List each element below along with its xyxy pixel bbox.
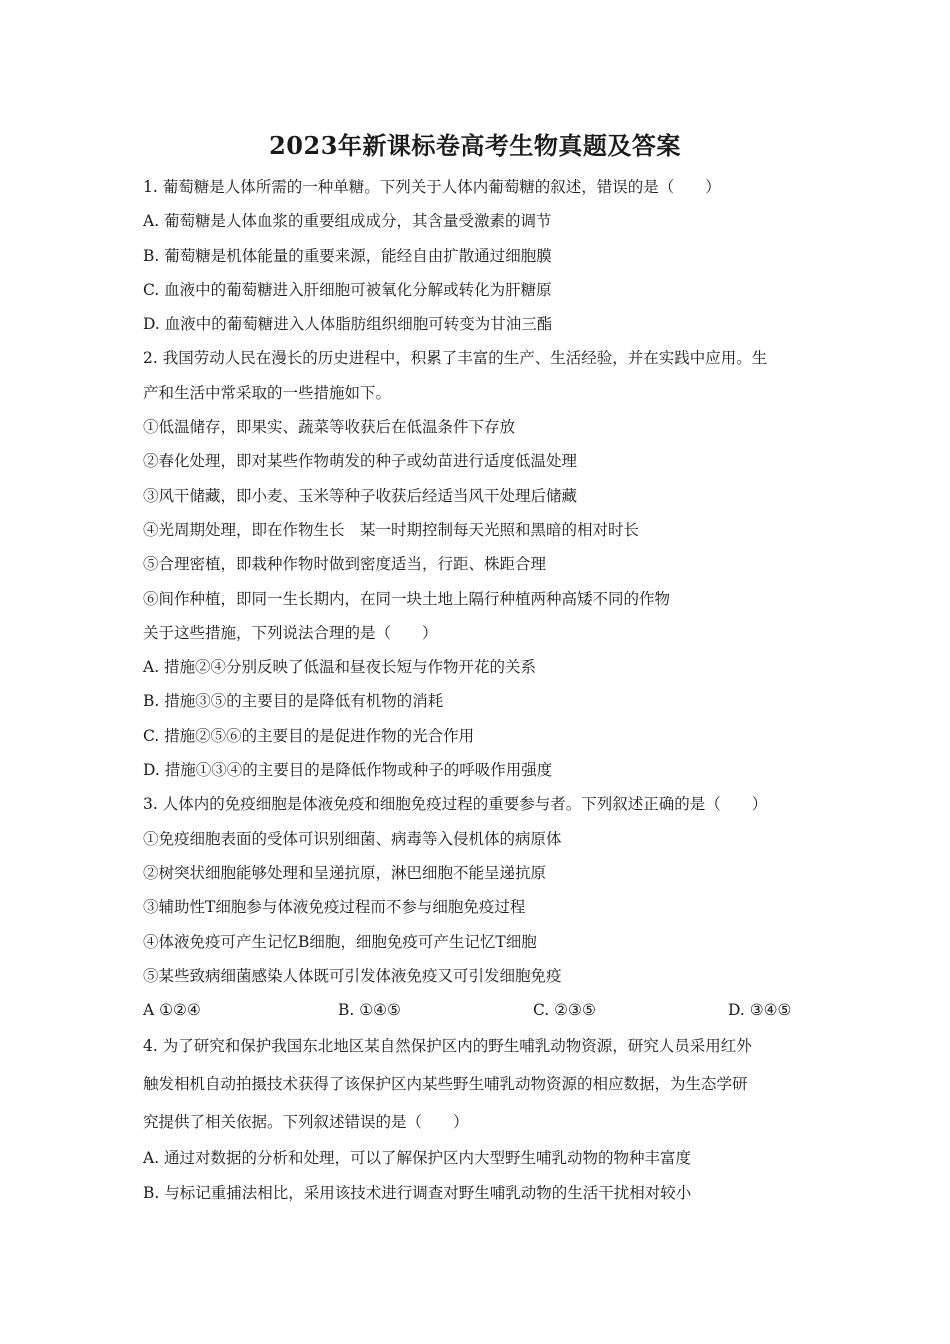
- question-3-item-3: ③辅助性T细胞参与体液免疫过程而不参与细胞免疫过程: [143, 898, 526, 917]
- question-2-stem-line-1: 2. 我国劳动人民在漫长的历史进程中，积累了丰富的生产、生活经验，并在实践中应用。生: [143, 349, 768, 368]
- question-4-option-a: A. 通过对数据的分析和处理，可以了解保护区内大型野生哺乳动物的物种丰富度: [143, 1149, 692, 1168]
- question-1-option-b: B. 葡萄糖是机体能量的重要来源，能经自由扩散通过细胞膜: [143, 246, 552, 265]
- question-3-options: [143, 993, 823, 1027]
- question-3-option-b: B. ①④⑤: [338, 1001, 401, 1020]
- question-2-item-3: ③风干储藏，即小麦、玉米等种子收获后经适当风干处理后储藏: [143, 486, 578, 505]
- question-2-stem-line-2: 产和生活中常采取的一些措施如下。: [143, 383, 392, 402]
- question-4-stem-line-3: 究提供了相关依据。下列叙述错误的是（ ）: [143, 1113, 469, 1132]
- question-3-item-2: ②树突状细胞能够处理和呈递抗原，淋巴细胞不能呈递抗原: [143, 863, 547, 882]
- question-2-item-6: ⑥间作种植，即同一生长期内，在同一块土地上隔行种植两种高矮不同的作物: [143, 589, 671, 608]
- question-1-stem: 1. 葡萄糖是人体所需的一种单糖。下列关于人体内葡萄糖的叙述，错误的是（ ）: [143, 178, 721, 196]
- page-title: 2023年新课标卷高考生物真题及答案: [269, 131, 681, 160]
- question-2-option-d: D. 措施①③④的主要目的是降低作物或种子的呼吸作用强度: [143, 761, 553, 780]
- question-4-stem-line-2: 触发相机自动拍摄技术获得了该保护区内某些野生哺乳动物资源的相应数据，为生态学研: [143, 1075, 748, 1094]
- question-3-item-4: ④体液免疫可产生记忆B细胞，细胞免疫可产生记忆T细胞: [143, 932, 537, 951]
- question-2-prompt: 关于这些措施，下列说法合理的是（ ）: [143, 623, 438, 642]
- question-4-stem-line-1: 4. 为了研究和保护我国东北地区某自然保护区内的野生哺乳动物资源，研究人员采用红外: [143, 1037, 752, 1056]
- exam-content: [143, 170, 823, 1210]
- question-3-option-a: A ①②④: [143, 1001, 201, 1020]
- question-3-item-1: ①免疫细胞表面的受体可识别细菌、病毒等入侵机体的病原体: [143, 829, 562, 848]
- question-1-option-a: A. 葡萄糖是人体血浆的重要组成成分，其含量受激素的调节: [143, 212, 552, 231]
- question-3-stem: 3. 人体内的免疫细胞是体液免疫和细胞免疫过程的重要参与者。下列叙述正确的是（ ）: [143, 795, 768, 814]
- question-3-option-c: C. ②③⑤: [533, 1001, 596, 1020]
- question-2-option-a: A. 措施②④分别反映了低温和昼夜长短与作物开花的关系: [143, 658, 537, 677]
- question-2-item-2: ②春化处理，即对某些作物萌发的种子或幼苗进行适度低温处理: [143, 452, 578, 471]
- question-2-option-b: B. 措施③⑤的主要目的是降低有机物的消耗: [143, 692, 444, 711]
- question-2-item-4: ④光周期处理，即在作物生长 某一时期控制每天光照和黑暗的相对时长: [143, 520, 640, 539]
- question-2-option-c: C. 措施②⑤⑥的主要目的是促进作物的光合作用: [143, 726, 475, 745]
- question-4-option-b: B. 与标记重捕法相比，采用该技术进行调查对野生哺乳动物的生活干扰相对较小: [143, 1183, 692, 1202]
- question-3-item-5: ⑤某些致病细菌感染人体既可引发体液免疫又可引发细胞免疫: [143, 966, 562, 985]
- question-1-option-c: C. 血液中的葡萄糖进入肝细胞可被氧化分解或转化为肝糖原: [143, 280, 552, 299]
- question-2-item-1: ①低温储存，即果实、蔬菜等收获后在低温条件下存放: [143, 418, 516, 437]
- question-3-option-d: D. ③④⑤: [728, 1001, 792, 1020]
- question-2-item-5: ⑤合理密植，即栽种作物时做到密度适当，行距、株距合理: [143, 555, 547, 574]
- question-1-option-d: D. 血液中的葡萄糖进入人体脂肪组织细胞可转变为甘油三酯: [143, 315, 553, 334]
